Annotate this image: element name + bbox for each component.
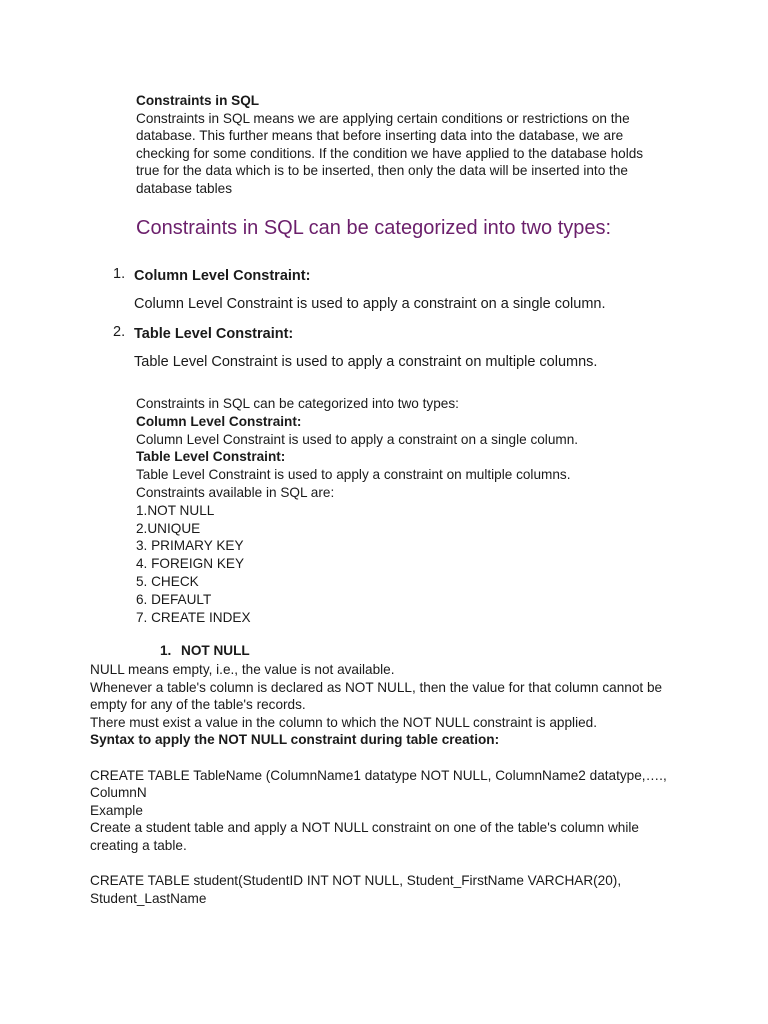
paragraph-line: Whenever a table's column is declared as NOT NULL, then the value for that column cannot be — [90, 679, 663, 695]
constraint-types-list — [110, 266, 710, 372]
table-level-description: Table Level Constraint is used to apply a constraint on multiple columns. — [136, 467, 571, 483]
summary-section — [136, 395, 696, 626]
type-description: Column Level Constraint is used to apply a constraint on a single column. — [134, 296, 606, 312]
heading-title: NOT NULL — [181, 643, 250, 658]
section-heading: Constraints in SQL can be categorized into two types: — [136, 217, 612, 239]
syntax-label: Syntax to apply the NOT NULL constraint during table creation: — [90, 732, 500, 748]
constraint-list-item: 5. CHECK — [136, 573, 199, 589]
intro-line: database tables — [136, 180, 232, 196]
intro-line: database. This further means that before inserting data into the database, we are — [136, 128, 624, 144]
paragraph-line: There must exist a value in the column to which the NOT NULL constraint is applied. — [90, 714, 597, 730]
spacer — [90, 855, 690, 873]
list-item — [110, 324, 710, 372]
example-label: Example — [90, 802, 143, 818]
intro-section — [136, 92, 676, 198]
list-number: 1. — [113, 266, 126, 282]
available-label: Constraints available in SQL are: — [136, 484, 335, 500]
paragraph-line: empty for any of the table's records. — [90, 697, 306, 713]
column-level-description: Column Level Constraint is used to apply a constraint on a single column. — [136, 431, 579, 447]
table-level-label: Table Level Constraint: — [136, 449, 286, 465]
intro-line: checking for some conditions. If the condition we have applied to the database holds — [136, 145, 644, 161]
type-label: Table Level Constraint: — [134, 326, 294, 342]
constraint-list-item: 1.NOT NULL — [136, 502, 215, 518]
syntax-code-line: ColumnN — [90, 785, 147, 801]
example-line: Create a student table and apply a NOT NULL constraint on one of the table's column while — [90, 820, 639, 836]
not-null-section — [90, 661, 690, 907]
constraint-list-item: 4. FOREIGN KEY — [136, 556, 245, 572]
example-line: creating a table. — [90, 837, 187, 853]
column-level-label: Column Level Constraint: — [136, 413, 302, 429]
spacer — [90, 749, 690, 767]
example-code-line: CREATE TABLE student(StudentID INT NOT NULL, Student_FirstName VARCHAR(20), — [90, 873, 622, 889]
syntax-code-line: CREATE TABLE TableName (ColumnName1 datatype NOT NULL, ColumnName2 datatype,…., — [90, 767, 667, 783]
list-number: 2. — [113, 324, 126, 340]
constraint-list-item: 2.UNIQUE — [136, 520, 201, 536]
summary-intro: Constraints in SQL can be categorized into two types: — [136, 396, 459, 411]
intro-line: true for the data which is to be inserted, then only the data will be inserted into the — [136, 163, 628, 179]
constraint-list-item: 3. PRIMARY KEY — [136, 538, 244, 554]
constraint-list-item: 6. DEFAULT — [136, 591, 212, 607]
list-item — [110, 266, 710, 314]
example-code-line: Student_LastName — [90, 890, 207, 906]
not-null-heading — [160, 642, 250, 660]
paragraph-line: NULL means empty, i.e., the value is not available. — [90, 662, 395, 677]
constraint-list-item: 7. CREATE INDEX — [136, 609, 251, 625]
type-label: Column Level Constraint: — [134, 268, 311, 284]
intro-line: Constraints in SQL means we are applying certain conditions or restrictions on the — [136, 110, 630, 126]
intro-title: Constraints in SQL — [136, 93, 260, 108]
type-description: Table Level Constraint is used to apply a constraint on multiple columns. — [134, 354, 598, 370]
heading-number: 1. — [160, 643, 172, 658]
